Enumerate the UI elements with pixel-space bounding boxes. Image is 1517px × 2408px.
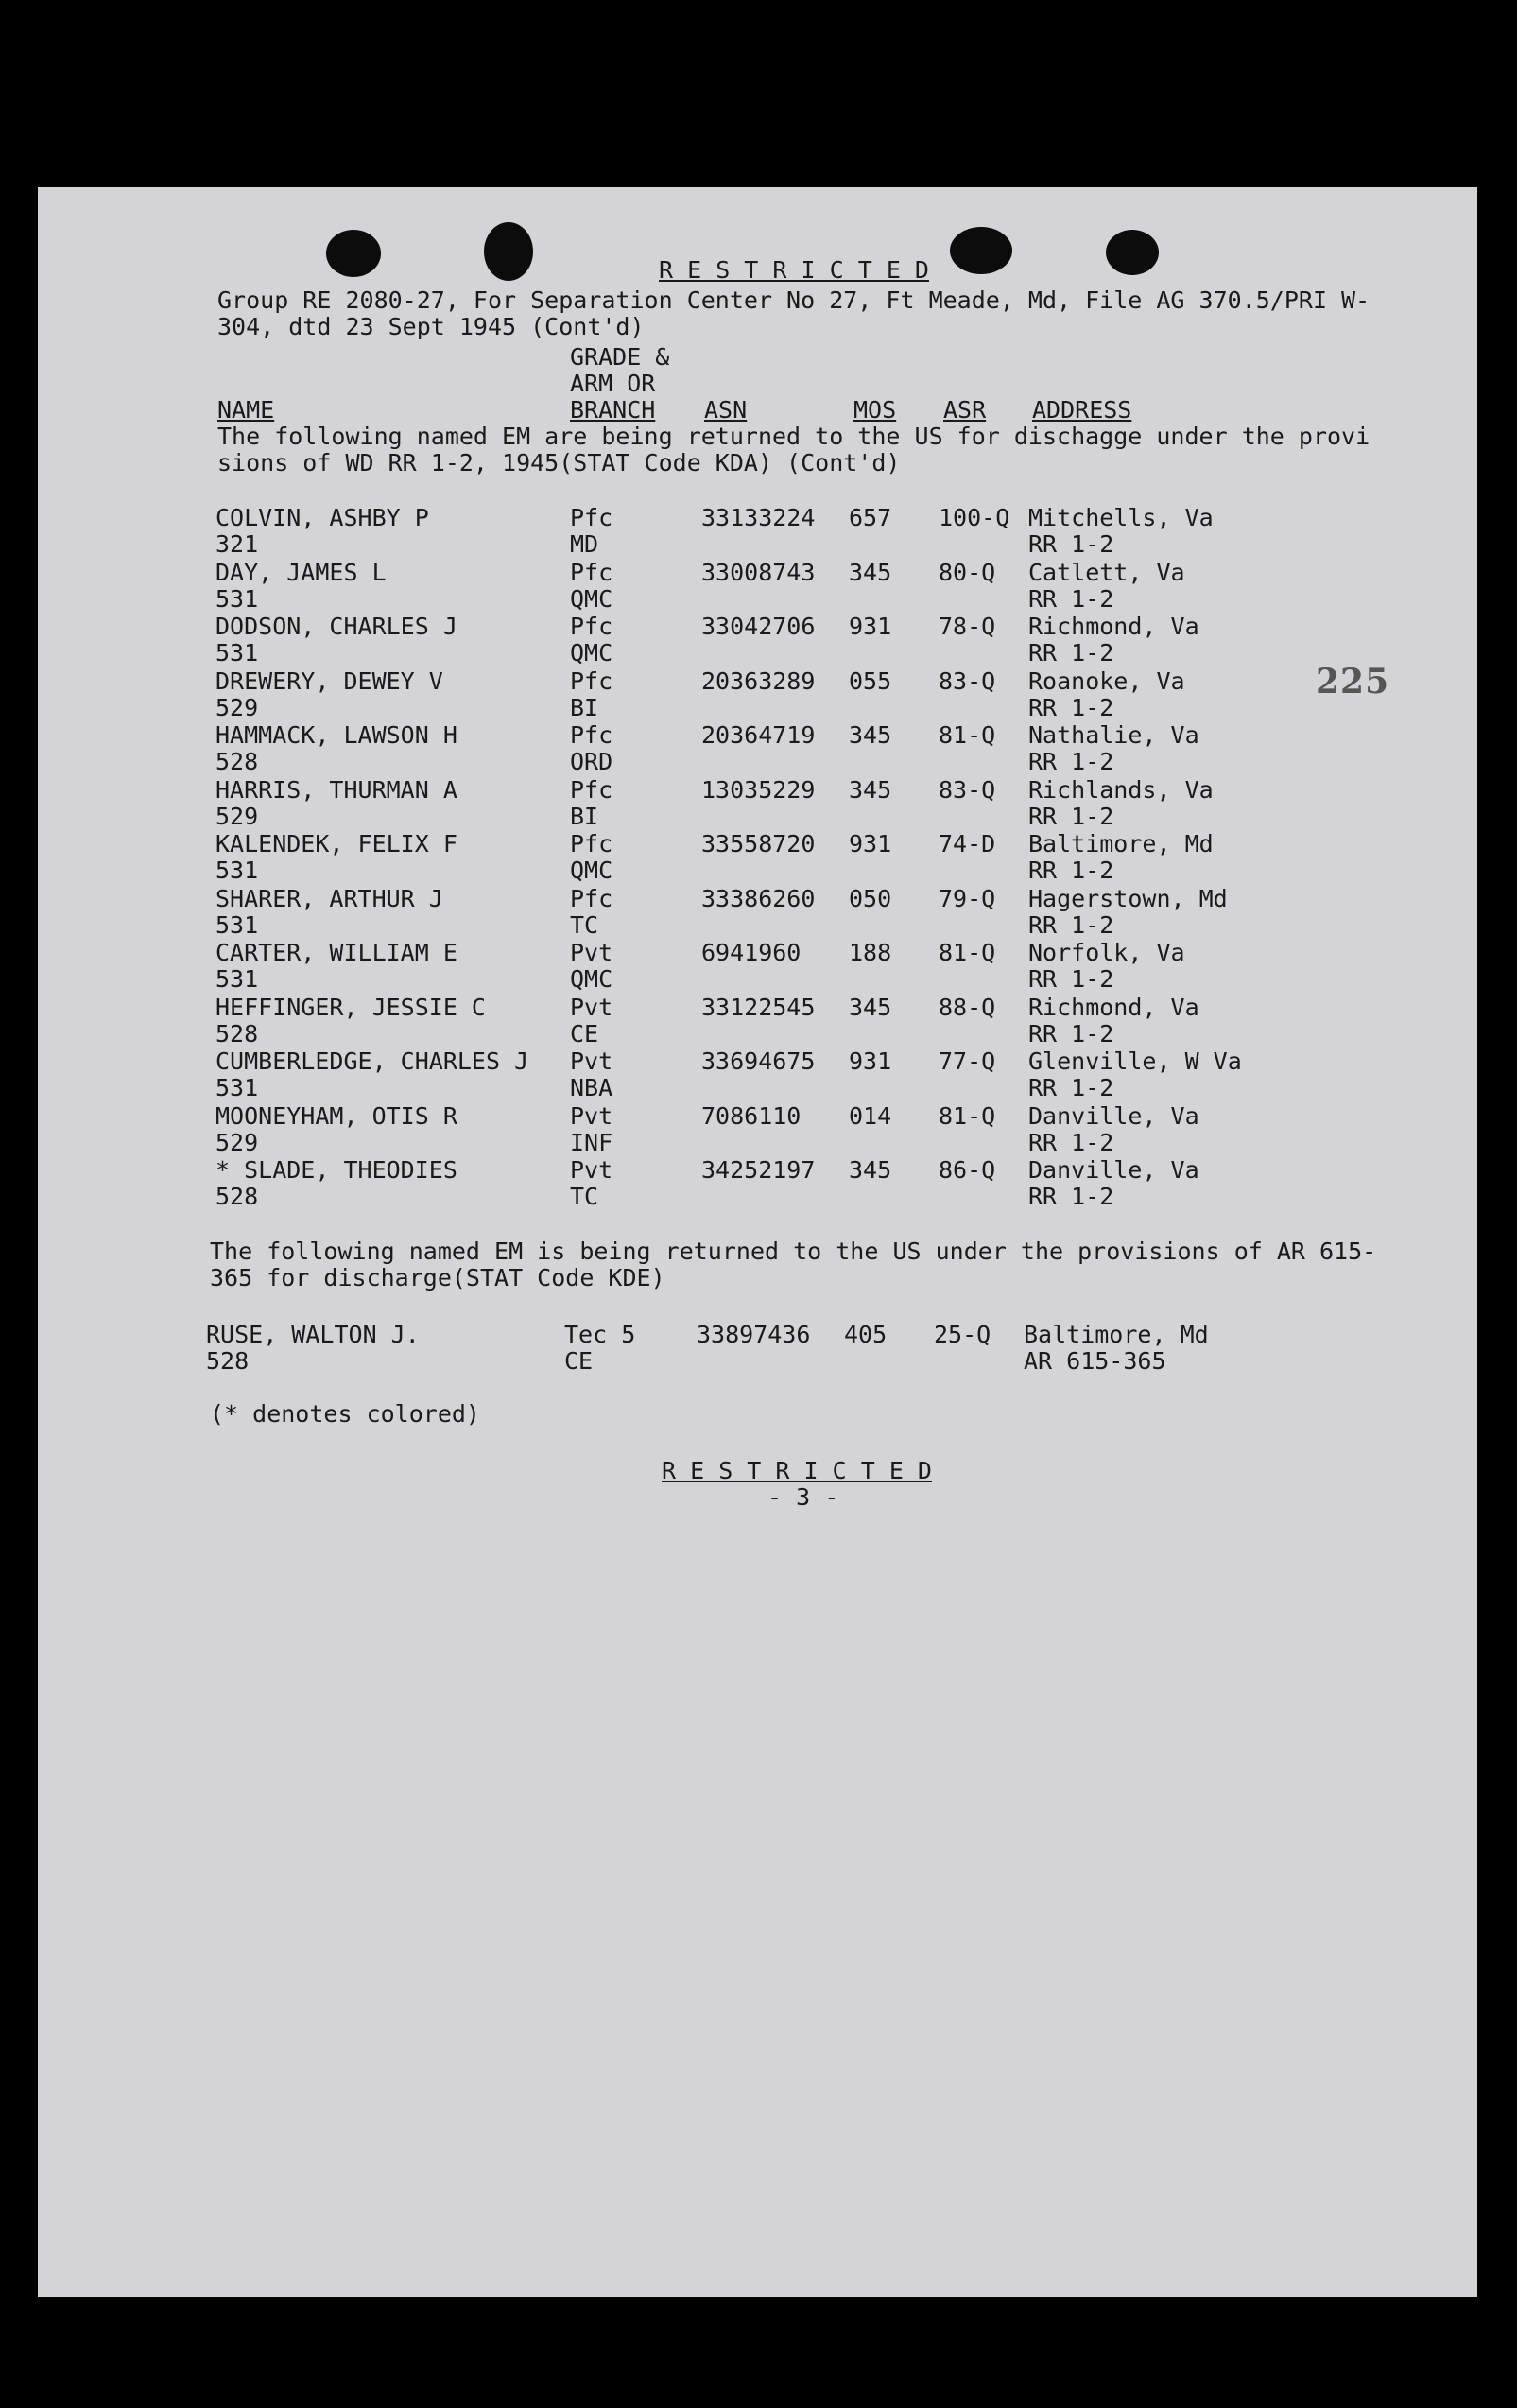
cell-code: 529	[215, 803, 259, 830]
cell-mos: 188	[849, 939, 892, 966]
cell-branch: QMC	[570, 965, 613, 993]
cell-asr: 100-Q	[939, 504, 1010, 531]
table-row	[0, 1102, 1517, 1129]
cell-asn: 6941960	[701, 939, 802, 966]
table-row-sub	[0, 585, 1517, 612]
cell-address-2: AR 615-365	[1024, 1347, 1166, 1375]
cell-address: Richlands, Va	[1028, 776, 1214, 804]
table-row	[0, 885, 1517, 911]
cell-asr: 25-Q	[934, 1321, 991, 1348]
cell-mos: 931	[849, 613, 892, 640]
cell-branch: BI	[570, 694, 599, 721]
cell-mos: 014	[849, 1102, 892, 1130]
cell-address-2: RR 1-2	[1028, 639, 1114, 667]
table-row	[0, 994, 1517, 1020]
cell-asn: 33386260	[701, 885, 816, 912]
cell-asn: 33133224	[701, 504, 816, 531]
cell-grade: Pvt	[570, 994, 613, 1021]
cell-grade: Pfc	[570, 504, 613, 531]
section2-intro-line-2: 365 for discharge(STAT Code KDE)	[210, 1264, 665, 1291]
cell-mos: 345	[849, 721, 892, 749]
footnote: (* denotes colored)	[210, 1400, 480, 1428]
cell-address-2: RR 1-2	[1028, 1183, 1114, 1210]
cell-asn: 33558720	[701, 830, 816, 858]
cell-address: Roanoke, Va	[1028, 667, 1185, 695]
cell-address: Danville, Va	[1028, 1156, 1199, 1184]
cell-mos: 050	[849, 885, 892, 912]
cell-branch: MD	[570, 530, 599, 558]
cell-asr: 78-Q	[939, 613, 996, 640]
table-row-sub	[0, 1020, 1517, 1047]
table-row-sub	[0, 639, 1517, 666]
cell-name: SHARER, ARTHUR J	[215, 885, 443, 912]
cell-name: DREWERY, DEWEY V	[215, 667, 443, 695]
table-row-sub	[0, 1183, 1517, 1209]
cell-asr: 81-Q	[939, 721, 996, 749]
cell-address-2: RR 1-2	[1028, 530, 1114, 558]
cell-name: CARTER, WILLIAM E	[215, 939, 457, 966]
table-row	[0, 1048, 1517, 1074]
stamped-number: 225	[1316, 662, 1390, 702]
cell-asn: 33042706	[701, 613, 816, 640]
cell-asr: 86-Q	[939, 1156, 996, 1184]
table-row	[0, 1156, 1517, 1183]
cell-address: Baltimore, Md	[1024, 1321, 1209, 1348]
cell-code: 529	[215, 694, 259, 721]
cell-name: KALENDEK, FELIX F	[215, 830, 457, 858]
classification-top: R E S T R I C T E D	[659, 256, 929, 284]
table-row	[0, 1321, 1517, 1347]
cell-code: 321	[215, 530, 259, 558]
column-header-asn: ASN	[704, 396, 748, 424]
column-header-address: ADDRESS	[1032, 396, 1132, 424]
punch-hole	[950, 227, 1012, 274]
cell-branch: CE	[570, 1020, 599, 1048]
cell-grade: Pvt	[570, 1048, 613, 1075]
cell-asn: 33008743	[701, 559, 816, 586]
cell-name: RUSE, WALTON J.	[206, 1321, 420, 1348]
cell-branch: TC	[570, 1183, 599, 1210]
cell-address: Danville, Va	[1028, 1102, 1199, 1130]
cell-asr: 74-D	[939, 830, 996, 858]
cell-name: CUMBERLEDGE, CHARLES J	[215, 1048, 529, 1075]
cell-code: 529	[215, 1129, 259, 1156]
cell-mos: 345	[849, 1156, 892, 1184]
cell-branch: QMC	[570, 585, 613, 613]
cell-asn: 33122545	[701, 994, 816, 1021]
cell-branch: TC	[570, 911, 599, 939]
punch-hole	[1106, 230, 1159, 275]
page-number: - 3 -	[767, 1483, 839, 1511]
table-row	[0, 776, 1517, 803]
cell-name: HAMMACK, LAWSON H	[215, 721, 457, 749]
table-row-sub	[0, 530, 1517, 557]
cell-grade: Pfc	[570, 613, 613, 640]
table-row-sub	[0, 965, 1517, 992]
table-row	[0, 830, 1517, 857]
cell-grade: Tec 5	[564, 1321, 636, 1348]
cell-address: Nathalie, Va	[1028, 721, 1199, 749]
group-line-1: Group RE 2080-27, For Separation Center No 27, Ft Meade, Md, File AG 370.5/PRI W-	[217, 286, 1370, 314]
table-row	[0, 559, 1517, 585]
cell-address: Glenville, W Va	[1028, 1048, 1242, 1075]
cell-code: 531	[215, 911, 259, 939]
punch-hole	[484, 222, 533, 281]
table-row-sub	[0, 911, 1517, 938]
cell-grade: Pfc	[570, 559, 613, 586]
cell-asn: 33897436	[697, 1321, 811, 1348]
cell-asr: 83-Q	[939, 667, 996, 695]
cell-grade: Pfc	[570, 776, 613, 804]
cell-address-2: RR 1-2	[1028, 965, 1114, 993]
cell-mos: 345	[849, 994, 892, 1021]
cell-code: 528	[215, 1183, 259, 1210]
cell-name: DODSON, CHARLES J	[215, 613, 457, 640]
cell-name: * SLADE, THEODIES	[215, 1156, 457, 1184]
cell-address: Mitchells, Va	[1028, 504, 1214, 531]
cell-asr: 81-Q	[939, 939, 996, 966]
cell-mos: 345	[849, 559, 892, 586]
table-row-sub	[0, 803, 1517, 829]
table-row	[0, 613, 1517, 639]
cell-asr: 88-Q	[939, 994, 996, 1021]
cell-code: 531	[215, 857, 259, 884]
cell-asn: 33694675	[701, 1048, 816, 1075]
cell-name: HARRIS, THURMAN A	[215, 776, 457, 804]
column-header-name: NAME	[217, 396, 275, 424]
cell-code: 528	[215, 1020, 259, 1048]
cell-code: 528	[206, 1347, 250, 1375]
cell-code: 531	[215, 965, 259, 993]
cell-code: 531	[215, 585, 259, 613]
table-row	[0, 667, 1517, 694]
cell-mos: 405	[844, 1321, 888, 1348]
section1-intro-line-2: sions of WD RR 1-2, 1945(STAT Code KDA) (Cont'd)	[217, 449, 901, 476]
cell-grade: Pfc	[570, 721, 613, 749]
cell-address-2: RR 1-2	[1028, 857, 1114, 884]
cell-name: COLVIN, ASHBY P	[215, 504, 429, 531]
cell-grade: Pfc	[570, 830, 613, 858]
column-header-branch: BRANCH	[570, 396, 656, 424]
column-header-grade: GRADE &	[570, 343, 670, 371]
classification-bottom: R E S T R I C T E D	[662, 1457, 932, 1484]
cell-address-2: RR 1-2	[1028, 1074, 1114, 1101]
cell-address: Norfolk, Va	[1028, 939, 1185, 966]
cell-branch: NBA	[570, 1074, 613, 1101]
cell-asn: 34252197	[701, 1156, 816, 1184]
cell-mos: 657	[849, 504, 892, 531]
cell-name: MOONEYHAM, OTIS R	[215, 1102, 457, 1130]
cell-address-2: RR 1-2	[1028, 803, 1114, 830]
cell-grade: Pvt	[570, 1102, 613, 1130]
cell-grade: Pfc	[570, 885, 613, 912]
table-row-sub	[0, 1129, 1517, 1155]
column-header-asr: ASR	[943, 396, 987, 424]
table-row-sub	[0, 857, 1517, 883]
cell-asr: 77-Q	[939, 1048, 996, 1075]
table-row	[0, 504, 1517, 530]
table-row-sub	[0, 1074, 1517, 1100]
cell-address-2: RR 1-2	[1028, 1129, 1114, 1156]
cell-mos: 055	[849, 667, 892, 695]
cell-mos: 931	[849, 830, 892, 858]
table-row-sub	[0, 748, 1517, 774]
section1-intro-line-1: The following named EM are being returned to the US for dischagge under the provi	[217, 423, 1370, 450]
cell-address: Hagerstown, Md	[1028, 885, 1228, 912]
cell-code: 528	[215, 748, 259, 775]
cell-branch: INF	[570, 1129, 613, 1156]
cell-mos: 345	[849, 776, 892, 804]
cell-branch: BI	[570, 803, 599, 830]
cell-asr: 83-Q	[939, 776, 996, 804]
cell-grade: Pfc	[570, 667, 613, 695]
group-line-2: 304, dtd 23 Sept 1945 (Cont'd)	[217, 313, 645, 340]
cell-grade: Pvt	[570, 1156, 613, 1184]
punch-hole	[326, 230, 381, 277]
cell-asn: 7086110	[701, 1102, 802, 1130]
cell-address-2: RR 1-2	[1028, 694, 1114, 721]
cell-asr: 81-Q	[939, 1102, 996, 1130]
cell-asr: 79-Q	[939, 885, 996, 912]
cell-address-2: RR 1-2	[1028, 585, 1114, 613]
cell-code: 531	[215, 639, 259, 667]
cell-address: Baltimore, Md	[1028, 830, 1214, 858]
table-row-sub	[0, 1347, 1517, 1374]
cell-address-2: RR 1-2	[1028, 748, 1114, 775]
cell-address: Richmond, Va	[1028, 994, 1199, 1021]
cell-code: 531	[215, 1074, 259, 1101]
cell-name: DAY, JAMES L	[215, 559, 387, 586]
cell-address: Catlett, Va	[1028, 559, 1185, 586]
cell-name: HEFFINGER, JESSIE C	[215, 994, 486, 1021]
cell-address: Richmond, Va	[1028, 613, 1199, 640]
cell-mos: 931	[849, 1048, 892, 1075]
cell-address-2: RR 1-2	[1028, 911, 1114, 939]
cell-branch: QMC	[570, 857, 613, 884]
table-row	[0, 939, 1517, 965]
cell-asr: 80-Q	[939, 559, 996, 586]
column-header-arm: ARM OR	[570, 370, 656, 397]
cell-address-2: RR 1-2	[1028, 1020, 1114, 1048]
cell-grade: Pvt	[570, 939, 613, 966]
cell-branch: QMC	[570, 639, 613, 667]
cell-branch: ORD	[570, 748, 613, 775]
column-header-mos: MOS	[853, 396, 897, 424]
cell-asn: 13035229	[701, 776, 816, 804]
cell-asn: 20363289	[701, 667, 816, 695]
cell-asn: 20364719	[701, 721, 816, 749]
table-row-sub	[0, 694, 1517, 720]
cell-branch: CE	[564, 1347, 594, 1375]
table-row	[0, 721, 1517, 748]
section2-intro-line-1: The following named EM is being returned to the US under the provisions of AR 615-	[210, 1238, 1377, 1265]
